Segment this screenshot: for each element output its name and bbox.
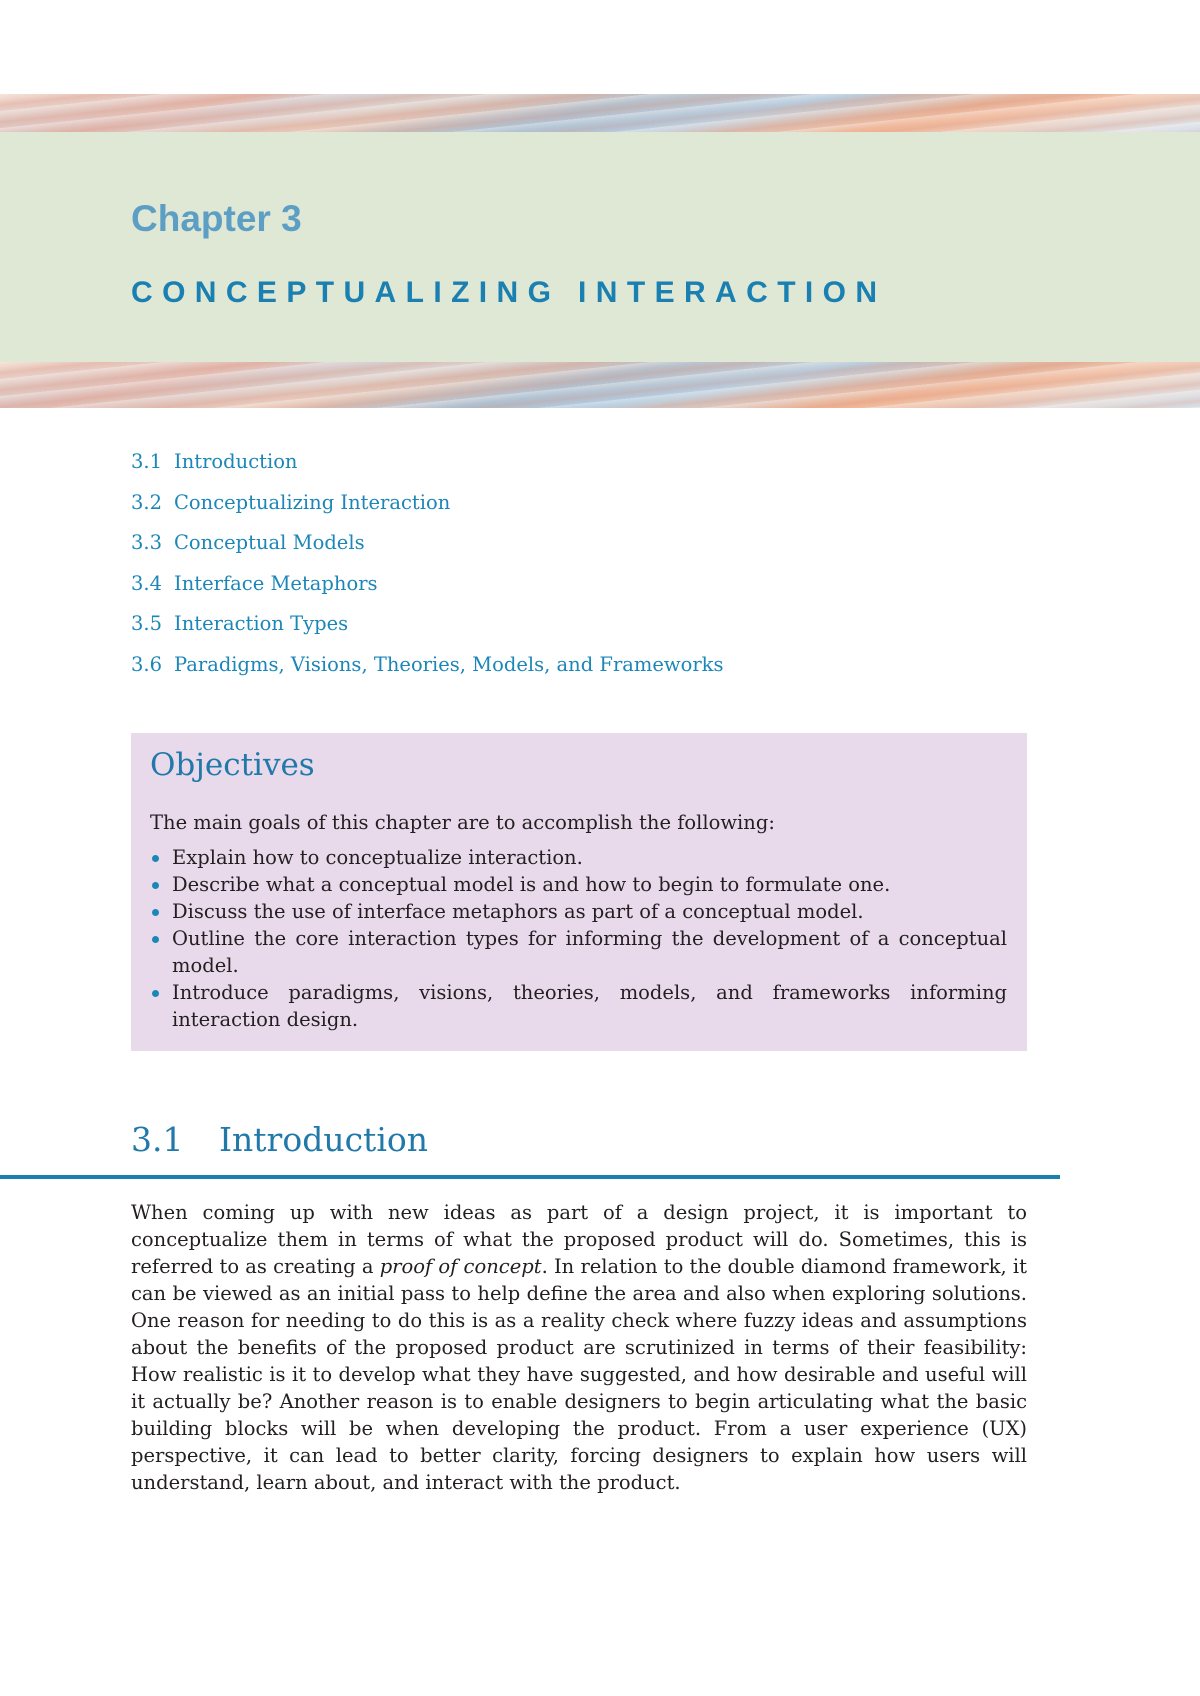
toc-title: Interaction Types	[174, 612, 349, 636]
section-heading	[131, 1120, 428, 1159]
toc-number: 3.6	[131, 652, 163, 676]
objective-item: Introduce paradigms, visions, theories, models, and frameworks informing interaction design.	[150, 979, 1007, 1033]
objective-item: Describe what a conceptual model is and how to begin to formulate one.	[150, 871, 1007, 898]
objectives-intro: The main goals of this chapter are to accomplish the following:	[150, 811, 775, 834]
objectives-box	[131, 733, 1027, 1051]
toc-number: 3.1	[131, 450, 163, 473]
toc-item[interactable]	[131, 572, 724, 613]
toc-item[interactable]	[131, 491, 724, 532]
toc-title: Introduction	[174, 450, 298, 473]
toc-title: Conceptualizing Interaction	[174, 490, 451, 514]
toc-item[interactable]	[131, 653, 724, 694]
chapter-number: Chapter 3	[131, 198, 302, 239]
objective-item: Explain how to conceptualize interaction.	[150, 844, 1007, 871]
objectives-list	[150, 844, 1007, 1033]
section-title: Introduction	[219, 1120, 428, 1159]
toc-title: Interface Metaphors	[174, 571, 378, 595]
toc-item[interactable]	[131, 450, 724, 491]
intro-italic-term: proof of concept	[379, 1255, 542, 1278]
section-number: 3.1	[131, 1120, 184, 1159]
objective-item: Outline the core interaction types for informing the development of a conceptual model.	[150, 925, 1007, 979]
toc-title: Paradigms, Visions, Theories, Models, and Frameworks	[174, 652, 724, 676]
toc-number: 3.2	[131, 490, 163, 514]
chapter-title: CONCEPTUALIZING INTERACTION	[131, 276, 887, 309]
toc-item[interactable]	[131, 531, 724, 572]
toc-number: 3.5	[131, 612, 163, 636]
decorative-painting-bottom	[0, 362, 1200, 408]
objective-item: Discuss the use of interface metaphors as part of a conceptual model.	[150, 898, 1007, 925]
decorative-painting-top	[0, 94, 1200, 134]
objectives-heading: Objectives	[150, 747, 315, 783]
section-divider	[0, 1175, 1060, 1179]
intro-text-start: When coming up with new ideas as part of a design project, it is important to conceptualize them in terms of what the proposed product will do. Sometimes, this is referred to as creating a	[131, 1201, 1027, 1278]
intro-paragraph	[131, 1199, 1027, 1496]
toc-item[interactable]	[131, 612, 724, 653]
chapter-banner	[0, 132, 1200, 364]
intro-text-end: . In relation to the double diamond framework, it can be viewed as an initial pass to help define the area and also when exploring solutions. One reason for needing to do this is as a reality check where fuzzy ideas and assumptions about the benefits of the proposed product are scrutinized in terms of their feasibility: How realistic is it to develop what they have suggested, and how desirable and useful will it actually be? Another reason is to enable designers to begin articulating what the basic building blocks will be when developing the product. From a user experience (UX) perspective, it can lead to better clarity, forcing designers to explain how users will understand, learn about, and interact with the product.	[131, 1255, 1027, 1494]
toc-number: 3.3	[131, 531, 163, 555]
toc-title: Conceptual Models	[174, 531, 365, 555]
toc-number: 3.4	[131, 571, 163, 595]
table-of-contents	[131, 450, 724, 694]
